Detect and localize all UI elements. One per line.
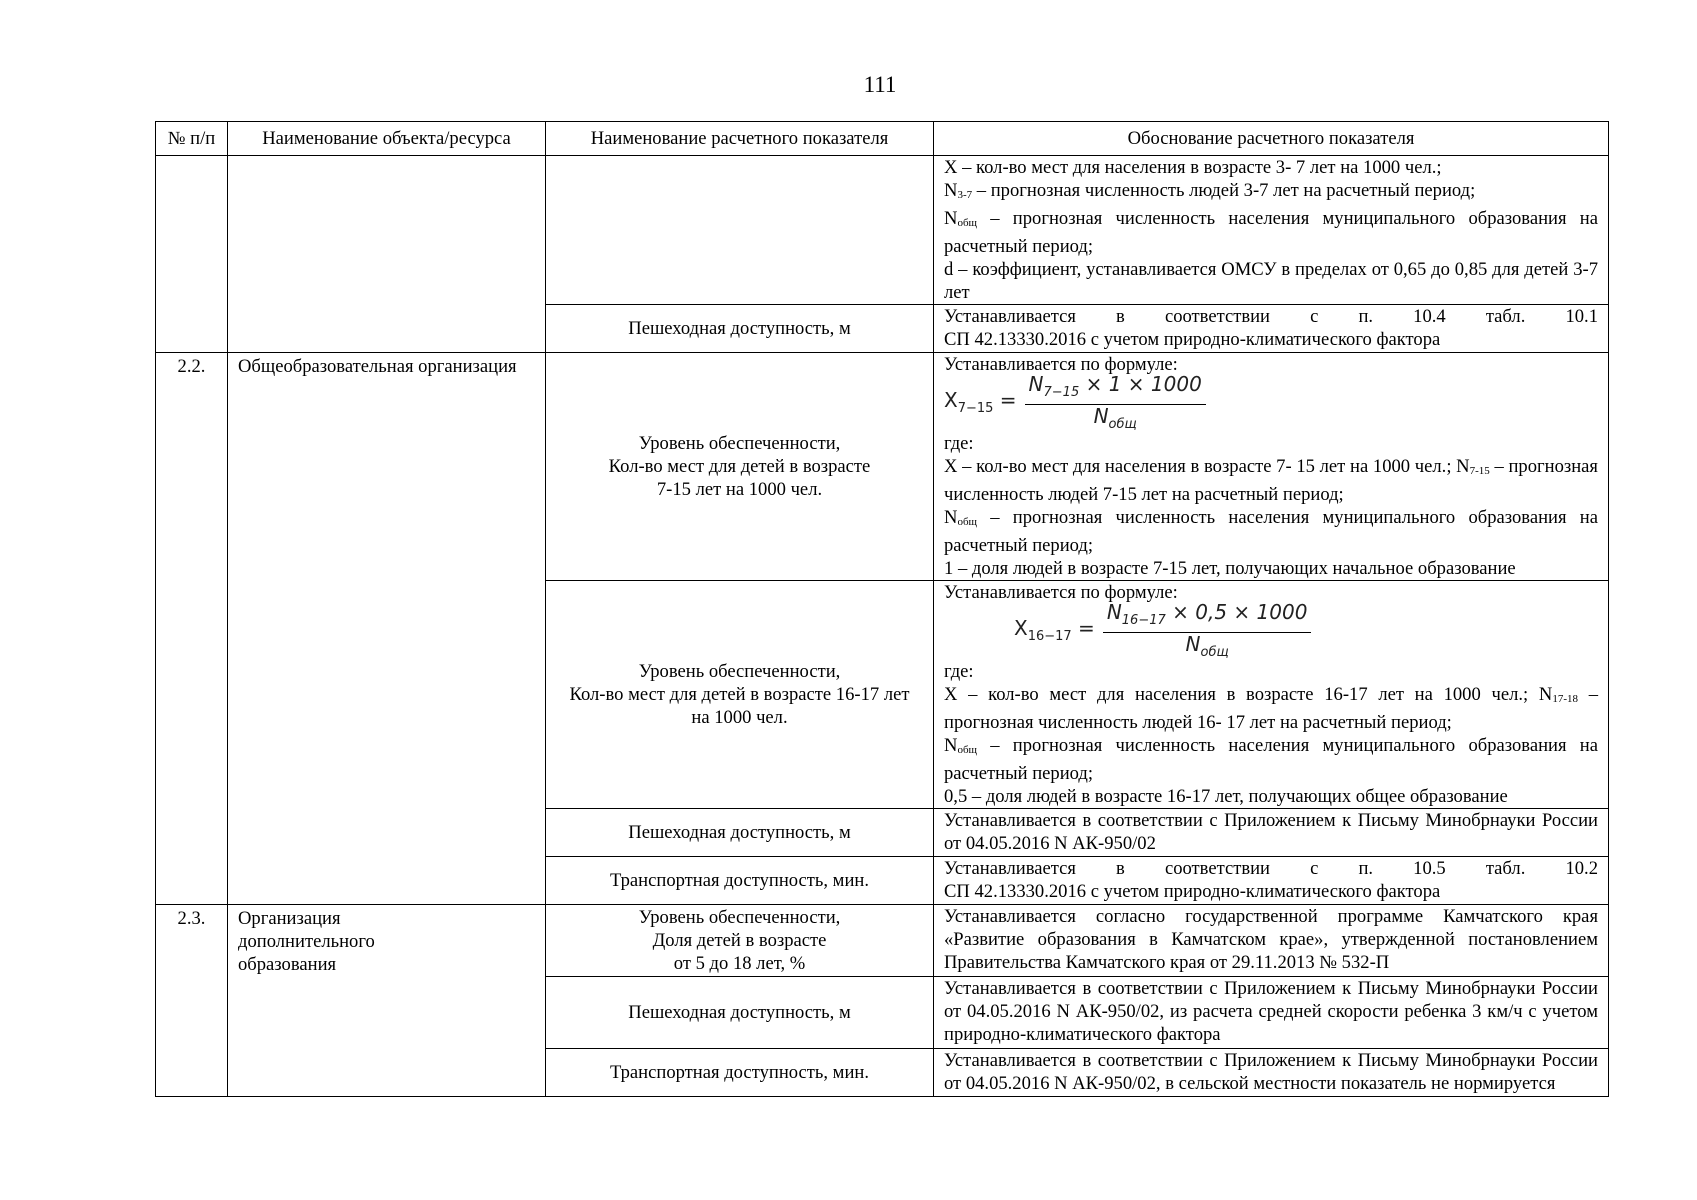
justification-cell: Устанавливается в соответствии с Приложением к Письму Минобрнауки России от 04.05.2016 N АК-950/02, из расчета средней скорости ребенка 3 км/ч с учетом природно-климатического фактора bbox=[934, 977, 1609, 1049]
where-label: где: bbox=[944, 433, 974, 454]
object-cell bbox=[228, 156, 546, 353]
justification-cell bbox=[934, 857, 1609, 905]
object-cell bbox=[228, 905, 546, 1097]
justification-cell bbox=[934, 353, 1609, 581]
justification-cell: Устанавливается в соответствии с Приложением к Письму Минобрнауки России от 04.05.2016 N АК-950/02 bbox=[934, 809, 1609, 857]
table-row bbox=[156, 156, 1609, 305]
indicator-cell bbox=[546, 156, 934, 305]
indicator-cell: Пешеходная доступность, м bbox=[546, 977, 934, 1049]
standards-table bbox=[155, 121, 1609, 1097]
indicator-cell bbox=[546, 581, 934, 809]
header-row bbox=[156, 122, 1609, 156]
just-line: Х – кол-во мест для населения в возрасте 3- 7 лет на 1000 чел.; bbox=[944, 157, 1442, 178]
formula: $X_{16-17}$ = $\frac{N_{16-17} \times 0,5 \times 1000}{N_{общ}}$ bbox=[1014, 604, 1598, 660]
just-line: СП 42.13330.2016 с учетом природно-климатического фактора bbox=[944, 329, 1441, 350]
header-indicator: Наименование расчетного показателя bbox=[546, 122, 934, 156]
indicator-line: Кол-во мест для детей в возрасте bbox=[608, 456, 871, 477]
justification-cell bbox=[934, 305, 1609, 353]
indicator-cell bbox=[546, 353, 934, 581]
indicator-cell: Транспортная доступность, мин. bbox=[546, 857, 934, 905]
just-line: Х – кол-во мест для населения в возрасте 7- 15 лет на 1000 чел.; $N_{7-15}$ – прогнозная численность людей 7-15 лет на расчетный период; bbox=[944, 456, 1598, 505]
indicator-line: от 5 до 18 лет, % bbox=[673, 953, 806, 974]
indicator-line: Уровень обеспеченности, bbox=[638, 661, 841, 682]
just-line: $N_{3-7}$ – прогнозная численность людей 3-7 лет на расчетный период; bbox=[944, 180, 1476, 201]
justification-cell: Устанавливается в соответствии с Приложением к Письму Минобрнауки России от 04.05.2016 N АК-950/02, в сельской местности показатель не нормируется bbox=[934, 1049, 1609, 1097]
just-line: $N_{общ}$ – прогнозная численность населения муниципального образования на расчетный период; bbox=[944, 208, 1598, 257]
header-object: Наименование объекта/ресурса bbox=[228, 122, 546, 156]
justification-cell bbox=[934, 156, 1609, 305]
where-label: где: bbox=[944, 661, 974, 682]
just-line: 1 – доля людей в возрасте 7-15 лет, получающих начальное образование bbox=[944, 558, 1516, 579]
num-cell: 2.3. bbox=[156, 905, 228, 1097]
indicator-cell: Транспортная доступность, мин. bbox=[546, 1049, 934, 1097]
just-line: 0,5 – доля людей в возрасте 16-17 лет, получающих общее образование bbox=[944, 786, 1508, 807]
indicator-line: 7-15 лет на 1000 чел. bbox=[656, 479, 823, 500]
object-cell: Общеобразовательная организация bbox=[228, 353, 546, 905]
justification-cell: Устанавливается согласно государственной программе Камчатского края «Развитие образования в Камчатском крае», утвержденной постановлением Правительства Камчатского края от 29.11.2013 № 532-П bbox=[934, 905, 1609, 977]
just-line: d – коэффициент, устанавливается ОМСУ в пределах от 0,65 до 0,85 для детей 3-7 лет bbox=[944, 259, 1598, 303]
indicator-line: Уровень обеспеченности, bbox=[638, 433, 841, 454]
indicator-line: Доля детей в возрасте bbox=[652, 930, 827, 951]
justification-cell bbox=[934, 581, 1609, 809]
object-line: дополнительного bbox=[238, 931, 375, 952]
indicator-cell bbox=[546, 905, 934, 977]
indicator-cell: Пешеходная доступность, м bbox=[546, 305, 934, 353]
formula-intro: Устанавливается по формуле: bbox=[944, 354, 1178, 375]
just-line: СП 42.13330.2016 с учетом природно-климатического фактора bbox=[944, 881, 1441, 902]
indicator-line: Уровень обеспеченности, bbox=[638, 907, 841, 928]
table-row bbox=[156, 905, 1609, 977]
just-line: Устанавливается в соответствии с п. 10.5 табл. 10.2 bbox=[944, 858, 1598, 879]
formula: $X_{7-15}$ = $\frac{N_{7-15} \times 1 \times 1000}{N_{общ}}$ bbox=[944, 376, 1598, 432]
indicator-line: Кол-во мест для детей в возрасте 16-17 лет bbox=[569, 684, 910, 705]
formula-intro: Устанавливается по формуле: bbox=[944, 582, 1178, 603]
object-line: образования bbox=[238, 954, 337, 975]
just-line: $N_{общ}$ – прогнозная численность населения муниципального образования на расчетный период; bbox=[944, 735, 1598, 784]
indicator-line: на 1000 чел. bbox=[691, 707, 788, 728]
header-justification: Обоснование расчетного показателя bbox=[934, 122, 1609, 156]
table-row bbox=[156, 353, 1609, 581]
just-line: Устанавливается в соответствии с п. 10.4 табл. 10.1 bbox=[944, 306, 1598, 327]
num-cell bbox=[156, 156, 228, 353]
object-line: Организация bbox=[238, 908, 341, 929]
page-number: 111 bbox=[863, 72, 897, 97]
num-cell: 2.2. bbox=[156, 353, 228, 905]
indicator-cell: Пешеходная доступность, м bbox=[546, 809, 934, 857]
just-line: $N_{общ}$ – прогнозная численность населения муниципального образования на расчетный период; bbox=[944, 507, 1598, 556]
header-num: № п/п bbox=[156, 122, 228, 156]
just-line: Х – кол-во мест для населения в возрасте 16-17 лет на 1000 чел.; $N_{17-18}$ – прогнозная численность людей 16- 17 лет на расчетный период; bbox=[944, 684, 1598, 733]
